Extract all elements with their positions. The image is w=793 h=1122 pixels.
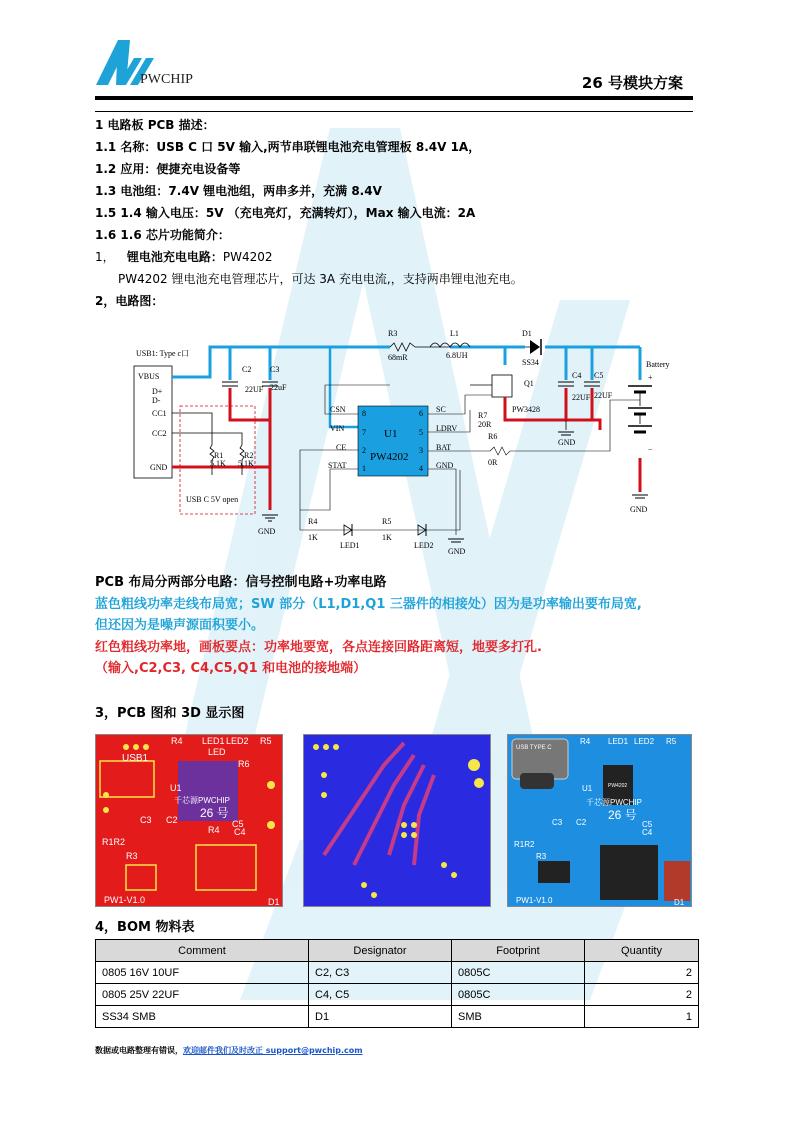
gnd-label-4: GND <box>448 547 466 556</box>
front-label-26: 26 号 <box>200 806 229 820</box>
u1-num-4: 4 <box>419 464 423 473</box>
front-label-brand: 千芯源PWCHIP <box>174 796 230 805</box>
header-rule-thin <box>95 111 693 112</box>
spec-name: 1.1 名称：USB C 口 5V 输入,两节串联锂电池充电管理板 8.4V 1A， <box>95 140 481 154</box>
r6-label: R6 <box>488 432 498 441</box>
c5-value: 22UF <box>594 391 613 400</box>
front-label-c5: C5 <box>232 819 244 829</box>
bom-cell: 0805 16V 10UF <box>96 962 309 984</box>
front-label-version: PW1-V1.0 <box>104 895 146 905</box>
bom-col-footprint: Footprint <box>452 940 585 962</box>
table-row <box>96 1006 699 1028</box>
bom-header-row <box>96 940 699 962</box>
r7-value: 20R <box>478 420 492 429</box>
render-label-c5: C5 <box>642 820 653 829</box>
pin-dm: D- <box>152 396 161 405</box>
bom-title: 4，BOM 物料表 <box>95 920 195 935</box>
chip-label: 锂电池充电电路： <box>126 250 223 264</box>
r4-value: 1K <box>308 533 318 542</box>
layout-title: PCB 布局分两部分电路：信号控制电路+功率电路 <box>95 575 387 590</box>
l1-label: L1 <box>450 329 459 338</box>
u1-pin-vin: VIN <box>330 424 345 433</box>
u1-label: U1 <box>384 428 398 440</box>
render-label-r3: R3 <box>536 852 547 861</box>
r2-label: R2 <box>244 451 254 460</box>
d1-label: D1 <box>522 329 532 338</box>
bom-table <box>95 939 699 1028</box>
support-email-link[interactable]: 欢迎邮件我们及时改正 support@pwchip.com <box>183 1046 363 1055</box>
u1-chip <box>358 406 428 476</box>
spec-application: 1.2 应用：便捷充电设备等 <box>95 162 241 176</box>
pin-gnd: GND <box>150 463 168 472</box>
circuit-schematic <box>130 320 690 560</box>
render-label-led2: LED2 <box>634 737 655 746</box>
section-2-title: 2，电路图： <box>95 294 164 308</box>
usb-label: USB1: Type c口 <box>136 349 190 358</box>
blue-note-1: 蓝色粗线功率走线布局宽；SW 部分（L1,D1,Q1 三器件的相接处）因为是功率输出要布局宽, <box>95 597 642 612</box>
u1-num-7: 7 <box>362 428 366 437</box>
bom-cell: 1 <box>585 1006 699 1028</box>
front-label-c3: C3 <box>140 815 152 825</box>
render-label-usb: USB TYPE C <box>516 745 552 751</box>
u1-pin-bat: BAT <box>436 443 452 452</box>
u1-num-3: 3 <box>419 446 423 455</box>
bom-cell: 2 <box>585 984 699 1006</box>
bom-cell: SMB <box>452 1006 585 1028</box>
gnd-label-3: GND <box>630 505 648 514</box>
pin-cc1: CC1 <box>152 409 167 418</box>
red-note-2: （输入,C2,C3, C4,C5,Q1 和电池的接地端） <box>95 661 367 676</box>
bom-cell: 2 <box>585 962 699 984</box>
u1-pin-ce: CE <box>336 443 347 452</box>
u1-num-2: 2 <box>362 446 366 455</box>
table-row <box>96 962 699 984</box>
front-label-c4: C4 <box>234 827 246 837</box>
led1-label: LED1 <box>340 541 360 550</box>
pcb-front-image <box>95 734 283 907</box>
r3-value: 68mR <box>388 353 408 362</box>
r4-label: R4 <box>308 517 318 526</box>
section-1-title: 1 电路板 PCB 描述： <box>95 118 215 132</box>
front-label-led: LED <box>208 747 226 757</box>
front-label-c2: C2 <box>166 815 178 825</box>
battery-label: Battery <box>646 360 670 369</box>
footer-text: 数据或电路整理有错误， <box>95 1046 183 1055</box>
d1-value: SS34 <box>522 358 539 367</box>
l1-value: 6.8UH <box>446 351 468 360</box>
battery-plus: + <box>648 373 653 382</box>
render-label-c4: C4 <box>642 828 653 837</box>
u1-pin-csn: CSN <box>330 405 346 414</box>
spec-input: 1.5 1.4 输入电压：5V （充电亮灯，充满转灯），Max 输入电流：2A <box>95 206 476 220</box>
u1-pin-ldrv: LDRV <box>436 424 458 433</box>
header-rule <box>95 96 693 100</box>
r5-label: R5 <box>382 517 392 526</box>
u1-num-8: 8 <box>362 409 366 418</box>
u1-pin-sc: SC <box>436 405 446 414</box>
render-label-u1: U1 <box>582 784 593 793</box>
r1-label: R1 <box>214 451 224 460</box>
front-label-r4b: R4 <box>208 825 220 835</box>
u1-pin-gnd: GND <box>436 461 454 470</box>
chip-description: PW4202 锂电池充电管理芯片，可达 3A 充电电流,，支持两串锂电池充电。 <box>118 272 523 286</box>
bom-col-quantity: Quantity <box>585 940 699 962</box>
pcb-3d-image <box>507 734 692 907</box>
r6-value: 0R <box>488 458 498 467</box>
bom-cell: 0805C <box>452 984 585 1006</box>
footer <box>95 1045 363 1056</box>
table-row <box>96 984 699 1006</box>
battery-minus: − <box>648 445 653 454</box>
render-label-chip: PW4202 <box>608 783 628 789</box>
gnd-label-2: GND <box>558 438 576 447</box>
logo-text: PWCHIP <box>140 72 193 87</box>
bom-cell: C2, C3 <box>309 962 452 984</box>
render-label-version: PW1-V1.0 <box>516 896 553 905</box>
chip-line <box>95 248 272 265</box>
render-label-c2: C2 <box>576 818 587 827</box>
pin-dp: D+ <box>152 387 163 396</box>
pin-cc2: CC2 <box>152 429 167 438</box>
bom-col-comment: Comment <box>96 940 309 962</box>
chip-name: PW4202 <box>222 250 273 264</box>
c2-label: C2 <box>242 365 252 374</box>
bom-cell: 0805 25V 22UF <box>96 984 309 1006</box>
r7-label: R7 <box>478 411 488 420</box>
c2-value: 22UF <box>245 385 264 394</box>
render-label-26: 26 号 <box>608 808 637 822</box>
c3-label: C3 <box>270 365 280 374</box>
led2-label: LED2 <box>414 541 434 550</box>
bom-cell: SS34 SMB <box>96 1006 309 1028</box>
u1-num-6: 6 <box>419 409 423 418</box>
u1-num-5: 5 <box>419 428 423 437</box>
spec-chip-title: 1.6 1.6 芯片功能简介： <box>95 228 230 242</box>
c3-value: 22uF <box>270 383 287 392</box>
bom-cell: C4, C5 <box>309 984 452 1006</box>
render-label-d1: D1 <box>674 898 685 907</box>
usb-connector <box>134 366 172 478</box>
q1-label: Q1 <box>524 379 534 388</box>
front-label-usb1: USB1 <box>122 753 149 764</box>
spec-battery: 1.3 电池组：7.4V 锂电池组，两串多并，充满 8.4V <box>95 184 382 198</box>
render-label-r1r2: R1R2 <box>514 840 535 849</box>
render-label-r5: R5 <box>666 737 677 746</box>
c4-label: C4 <box>572 371 582 380</box>
bom-col-designator: Designator <box>309 940 452 962</box>
front-label-led1: LED1 <box>202 736 225 746</box>
render-label-c3: C3 <box>552 818 563 827</box>
front-label-r5: R5 <box>260 736 272 746</box>
render-label-r4: R4 <box>580 737 591 746</box>
pcb-back-image <box>303 734 491 907</box>
bom-cell: 0805C <box>452 962 585 984</box>
page-title: 26 号模块方案 <box>581 74 683 92</box>
front-label-led2: LED2 <box>226 736 249 746</box>
pin-vbus: VBUS <box>138 372 160 381</box>
c5-label: C5 <box>594 371 604 380</box>
front-label-r3: R3 <box>126 851 138 861</box>
front-label-r1r2: R1R2 <box>102 837 126 847</box>
u1-value: PW4202 <box>370 451 409 463</box>
front-label-r4: R4 <box>171 736 183 746</box>
r5-value: 1K <box>382 533 392 542</box>
u1-num-1: 1 <box>362 464 366 473</box>
gnd-label-1: GND <box>258 527 276 536</box>
u1-pin-stat: STAT <box>328 461 347 470</box>
front-label-u1: U1 <box>170 783 182 793</box>
c4-value: 22UF <box>572 393 591 402</box>
usbc-note: USB C 5V open <box>186 495 239 504</box>
r2-value: 5.1K <box>238 459 254 468</box>
chip-number: 1， <box>95 250 115 264</box>
r1-value: 5.1K <box>210 459 226 468</box>
render-label-led1: LED1 <box>608 737 629 746</box>
pcb-section-title: 3，PCB 图和 3D 显示图 <box>95 706 245 721</box>
front-label-d1: D1 <box>268 897 280 907</box>
bom-cell: D1 <box>309 1006 452 1028</box>
render-label-brand: 千芯源PWCHIP <box>586 798 642 807</box>
red-note-1: 红色粗线功率地，画板要点：功率地要宽，各点连接回路距离短，地要多打孔. <box>95 640 542 655</box>
r3-label: R3 <box>388 329 398 338</box>
front-label-r6: R6 <box>238 759 250 769</box>
blue-note-2: 但还因为是噪声源面积要小。 <box>95 618 265 633</box>
q1-value: PW3428 <box>512 405 540 414</box>
